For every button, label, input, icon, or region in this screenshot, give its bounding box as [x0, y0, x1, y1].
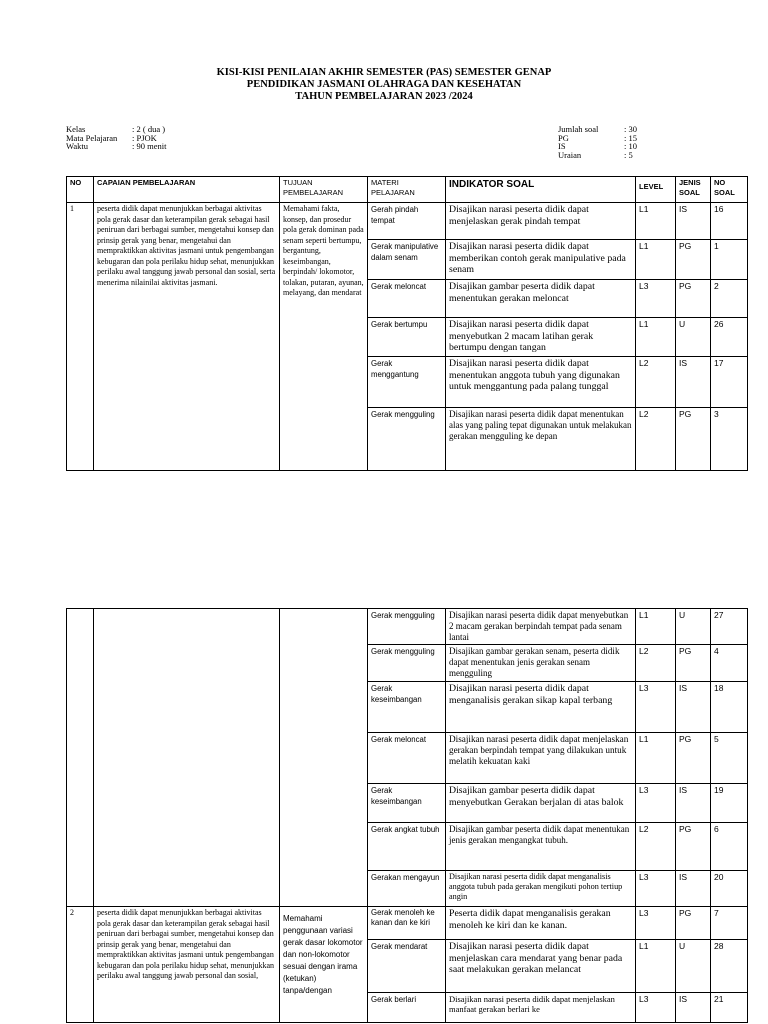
cell-capaian: peserta didik dapat menunjukkan berbagai aktivitas pola gerak dasar dan keterampilan gerak sebagai hasil peniruan dari berbagai sumber, mengetahui konsep dan prinsip gerak yang benar, mengetahui dan mempraktikkan aktivitas jasmani untuk pengembangan kebugaran dan pola perilaku hidup sehat, menunjukkan perilaku awal tanggung jawab personal dan sosial, serta menerima nilainilai aktivitas jasmani.	[94, 203, 280, 471]
cell-level: L3	[636, 993, 676, 1023]
cell-jenis: PG	[676, 733, 711, 784]
cell-jenis: U	[676, 609, 711, 645]
cell-nosoal: 17	[711, 357, 748, 408]
cell-level: L2	[636, 823, 676, 871]
cell-indikator: Disajikan gambar peserta didik dapat menyebutkan Gerakan berjalan di atas balok	[446, 784, 636, 823]
cell-indikator: Disajikan narasi peserta didik dapat menjelaskan gerak pindah tempat	[446, 203, 636, 240]
cell-materi: Gerah pindah tempat	[368, 203, 446, 240]
cell-nosoal: 6	[711, 823, 748, 871]
cell-materi: Gerak meloncat	[368, 280, 446, 318]
cell-level: L2	[636, 357, 676, 408]
cell-nosoal: 2	[711, 280, 748, 318]
cell-jenis: PG	[676, 823, 711, 871]
cell-jenis: U	[676, 940, 711, 993]
cell-indikator: Disajikan narasi peserta didik dapat menganalisis gerakan sikap kapal terbang	[446, 682, 636, 733]
cell-indikator: Disajikan gambar peserta didik dapat menentukan gerakan meloncat	[446, 280, 636, 318]
cell-nosoal: 18	[711, 682, 748, 733]
subject-title: PENDIDIKAN JASMANI OLAHRAGA DAN KESEHATAN	[246, 79, 522, 90]
document-title: KISI-KISI PENILAIAN AKHIR SEMESTER (PAS) SEMESTER GENAP	[216, 67, 552, 78]
col-header-jenis: JENIS SOAL	[676, 177, 711, 203]
info-value: : 15	[624, 132, 637, 143]
cell-level: L1	[636, 940, 676, 993]
cell-jenis: PG	[676, 280, 711, 318]
cell-level: L2	[636, 408, 676, 471]
info-label: Waktu	[66, 141, 88, 151]
cell-jenis: IS	[676, 784, 711, 823]
cell-level: L1	[636, 203, 676, 240]
cell-indikator: Disajikan narasi peserta didik dapat menjelaskan manfaat gerakan berlari ke	[446, 993, 636, 1023]
info-label: Kelas	[66, 124, 86, 134]
school-year-title: TAHUN PEMBELAJARAN 2023 /2024	[295, 91, 473, 102]
grid-table-page2	[66, 608, 748, 1023]
cell-nosoal: 27	[711, 609, 748, 645]
cell-level: L1	[636, 733, 676, 784]
info-value: : 30	[624, 124, 637, 134]
header-row	[67, 177, 748, 203]
cell-no: 2	[67, 907, 94, 1023]
cell-indikator: Disajikan narasi peserta didik dapat menyebutkan 2 macam gerakan berpindah tempat pada senam lantai	[446, 609, 636, 645]
cell-materi: Gerak mengguling	[368, 645, 446, 682]
grid-table-page1	[66, 176, 748, 471]
info-value: : 10	[624, 141, 637, 151]
cell-nosoal: 5	[711, 733, 748, 784]
cell-nosoal: 26	[711, 318, 748, 357]
cell-nosoal: 28	[711, 940, 748, 993]
cell-jenis: PG	[676, 907, 711, 940]
cell-jenis: IS	[676, 203, 711, 240]
table-row	[67, 609, 748, 645]
cell-level: L1	[636, 240, 676, 280]
cell-materi: Gerakan mengayun	[368, 871, 446, 907]
cell-level: L1	[636, 318, 676, 357]
cell-materi: Gerak keseimbangan	[368, 784, 446, 823]
col-header-no: NO	[67, 177, 94, 203]
col-header-level: LEVEL	[636, 177, 676, 203]
table-row	[67, 203, 748, 240]
cell-materi: Gerak meloncat	[368, 733, 446, 784]
cell-level: L3	[636, 907, 676, 940]
cell-level: L3	[636, 682, 676, 733]
cell-tujuan: Memahami penggunaan variasi gerak dasar lokomotor dan non-lokomotor sesuai dengan irama (ketukan) tanpa/dengan	[280, 907, 368, 1023]
col-header-indikator: INDIKATOR SOAL	[446, 177, 636, 203]
table-row	[67, 907, 748, 940]
cell-indikator: Disajikan narasi peserta didik dapat memberikan contoh gerak manipulative pada senam	[446, 240, 636, 280]
info-value: : PJOK	[132, 132, 157, 143]
cell-tujuan-empty	[280, 609, 368, 907]
cell-materi: Gerak berlari	[368, 993, 446, 1023]
cell-tujuan: Memahami fakta, konsep, dan prosedur pola gerak dominan pada senam seperti bertumpu, bergantung, keseimbangan, berpindah/ lokomotor, tolakan, putaran, ayunan, melayang, dan mendarat	[280, 203, 368, 471]
cell-nosoal: 21	[711, 993, 748, 1023]
cell-nosoal: 1	[711, 240, 748, 280]
info-right	[558, 125, 637, 159]
cell-indikator: Disajikan narasi peserta didik dapat menjelaskan gerakan berpindah tempat yang dilakukan untuk melatih kekuatan kaki	[446, 733, 636, 784]
cell-no-empty	[67, 609, 94, 907]
cell-nosoal: 19	[711, 784, 748, 823]
info-label: IS	[558, 141, 566, 151]
cell-indikator: Disajikan narasi peserta didik dapat menyebutkan 2 macam latihan gerak bertumpu dengan tangan	[446, 318, 636, 357]
cell-materi: Gerak bertumpu	[368, 318, 446, 357]
cell-indikator: Disajikan narasi peserta didik dapat menganalisis anggota tubuh pada gerakan mengikuti pohon tertiup angin	[446, 871, 636, 907]
cell-jenis: PG	[676, 408, 711, 471]
cell-nosoal: 7	[711, 907, 748, 940]
cell-indikator: Disajikan narasi peserta didik dapat menentukan alas yang paling tepat digunakan untuk melakukan gerakan mengguling ke depan	[446, 408, 636, 471]
cell-materi: Gerak angkat tubuh	[368, 823, 446, 871]
cell-materi: Gerak menoleh ke kanan dan ke kiri	[368, 907, 446, 940]
cell-no: 1	[67, 203, 94, 471]
cell-indikator: Peserta didik dapat menganalisis gerakan menoleh ke kiri dan ke kanan.	[446, 907, 636, 940]
info-label: PG	[558, 132, 569, 143]
cell-jenis: PG	[676, 240, 711, 280]
cell-jenis: IS	[676, 682, 711, 733]
cell-level: L2	[636, 645, 676, 682]
cell-level: L3	[636, 280, 676, 318]
col-header-tujuan: TUJUAN PEMBELAJARAN	[280, 177, 368, 203]
cell-level: L1	[636, 609, 676, 645]
cell-materi: Gerak menggantung	[368, 357, 446, 408]
cell-nosoal: 4	[711, 645, 748, 682]
cell-indikator: Disajikan gambar peserta didik dapat menentukan jenis gerakan mengangkat tubuh.	[446, 823, 636, 871]
info-label: Uraian	[558, 149, 582, 160]
col-header-materi: MATERI PELAJARAN	[368, 177, 446, 203]
cell-jenis: IS	[676, 993, 711, 1023]
col-header-capaian: CAPAIAN PEMBELAJARAN	[94, 177, 280, 203]
cell-level: L3	[636, 871, 676, 907]
cell-indikator: Disajikan gambar gerakan senam, peserta didik dapat menentukan jenis gerakan senam mengguling	[446, 645, 636, 682]
info-value: : 2 ( dua )	[132, 124, 166, 134]
cell-materi: Gerak mendarat	[368, 940, 446, 993]
info-label: Jumlah soal	[558, 124, 599, 134]
cell-jenis: IS	[676, 871, 711, 907]
cell-materi: Gerak manipulative dalam senam	[368, 240, 446, 280]
cell-indikator: Disajikan narasi peserta didik dapat menentukan anggota tubuh yang digunakan untuk menggantung pada palang tunggal	[446, 357, 636, 408]
info-value: : 5	[624, 149, 633, 160]
info-label: Mata Pelajaran	[66, 132, 118, 143]
cell-jenis: PG	[676, 645, 711, 682]
col-header-nosoal: NO SOAL	[711, 177, 748, 203]
info-value: : 90 menit	[132, 141, 167, 151]
cell-materi: Gerak keseimbangan	[368, 682, 446, 733]
info-left	[66, 125, 166, 151]
cell-capaian: peserta didik dapat menunjukkan berbagai aktivitas pola gerak dasar dan keterampilan gerak sebagai hasil peniruan dari berbagai sumber, mengetahui konsep dan prinsip gerak yang benar, mengetahui dan mempraktikkan aktivitas jasmani untuk pengembangan kebugaran dan pola perilaku hidup sehat, menunjukkan perilaku awal tanggung jawab personal dan sosial,	[94, 907, 280, 1023]
cell-capaian-empty	[94, 609, 280, 907]
cell-nosoal: 3	[711, 408, 748, 471]
cell-jenis: U	[676, 318, 711, 357]
cell-level: L3	[636, 784, 676, 823]
cell-materi: Gerak mengguling	[368, 408, 446, 471]
cell-materi: Gerak mengguling	[368, 609, 446, 645]
cell-indikator: Disajikan narasi peserta didik dapat menjelaskan cara mendarat yang benar pada saat melakukan gerakan melancat	[446, 940, 636, 993]
cell-nosoal: 16	[711, 203, 748, 240]
cell-jenis: IS	[676, 357, 711, 408]
cell-nosoal: 20	[711, 871, 748, 907]
